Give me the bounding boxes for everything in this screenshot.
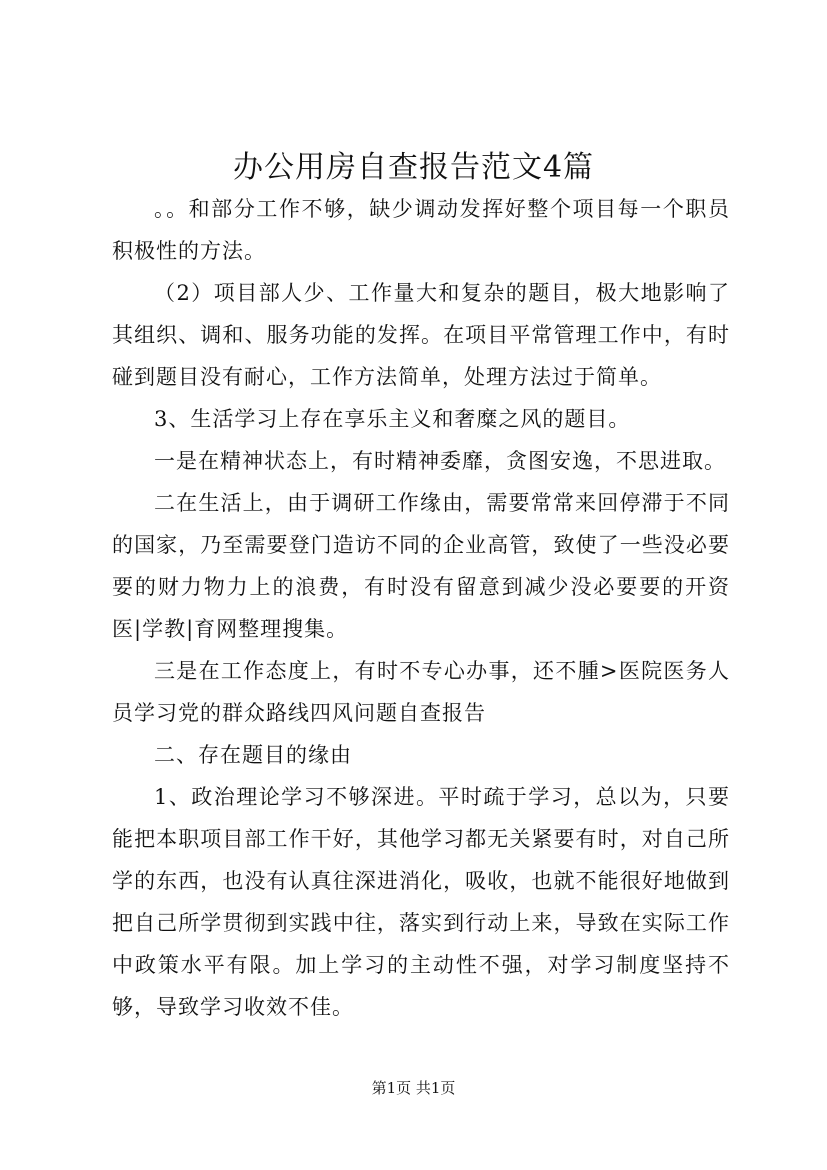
paragraph: 1、政治理论学习不够深进。平时疏于学习，总以为，只要能把本职项目部工作干好，其他学习都无关紧要有时，对自己所学的东西，也没有认真往深进消化，吸收，也就不能很好地做到把自己所学贯彻到实践中往，落实到行动上来，导致在实际工作中政策水平有限。加上学习的主动性不强，对学习制度坚持不够，导致学习收效不佳。 [112,785,730,1019]
paragraph: 一是在精神状态上，有时精神委靡，贪图安逸，不思进取。 [154,449,726,473]
paragraph: （2）项目部人少、工作量大和复杂的题目，极大地影响了其组织、调和、服务功能的发挥。在项目平常管理工作中，有时碰到题目没有耐心，工作方法简单，处理方法过于简单。 [112,281,730,389]
paragraph: 三是在工作态度上，有时不专心办事，还不腫>医院医务人员学习党的群众路线四风问题自查报告 [112,659,730,725]
document-body [112,188,730,1028]
page-footer: 第1页 共1页 [371,1079,456,1097]
paragraph: 二在生活上，由于调研工作缘由，需要常常来回停滞于不同的国家，乃至需要登门造访不同的企业高管，致使了一些没必要要的财力物力上的浪费，有时没有留意到减少没必要要的开资医|学教|育网整理搜集。 [112,491,730,641]
paragraph: 。。和部分工作不够，缺少调动发挥好整个项目每一个职员积极性的方法。 [112,197,730,263]
paragraph: 3、生活学习上存在享乐主义和奢糜之风的题目。 [154,407,631,431]
document-title: 办公用房自查报告范文4篇 [232,150,595,185]
section-heading: 二、存在题目的缘由 [154,743,352,767]
